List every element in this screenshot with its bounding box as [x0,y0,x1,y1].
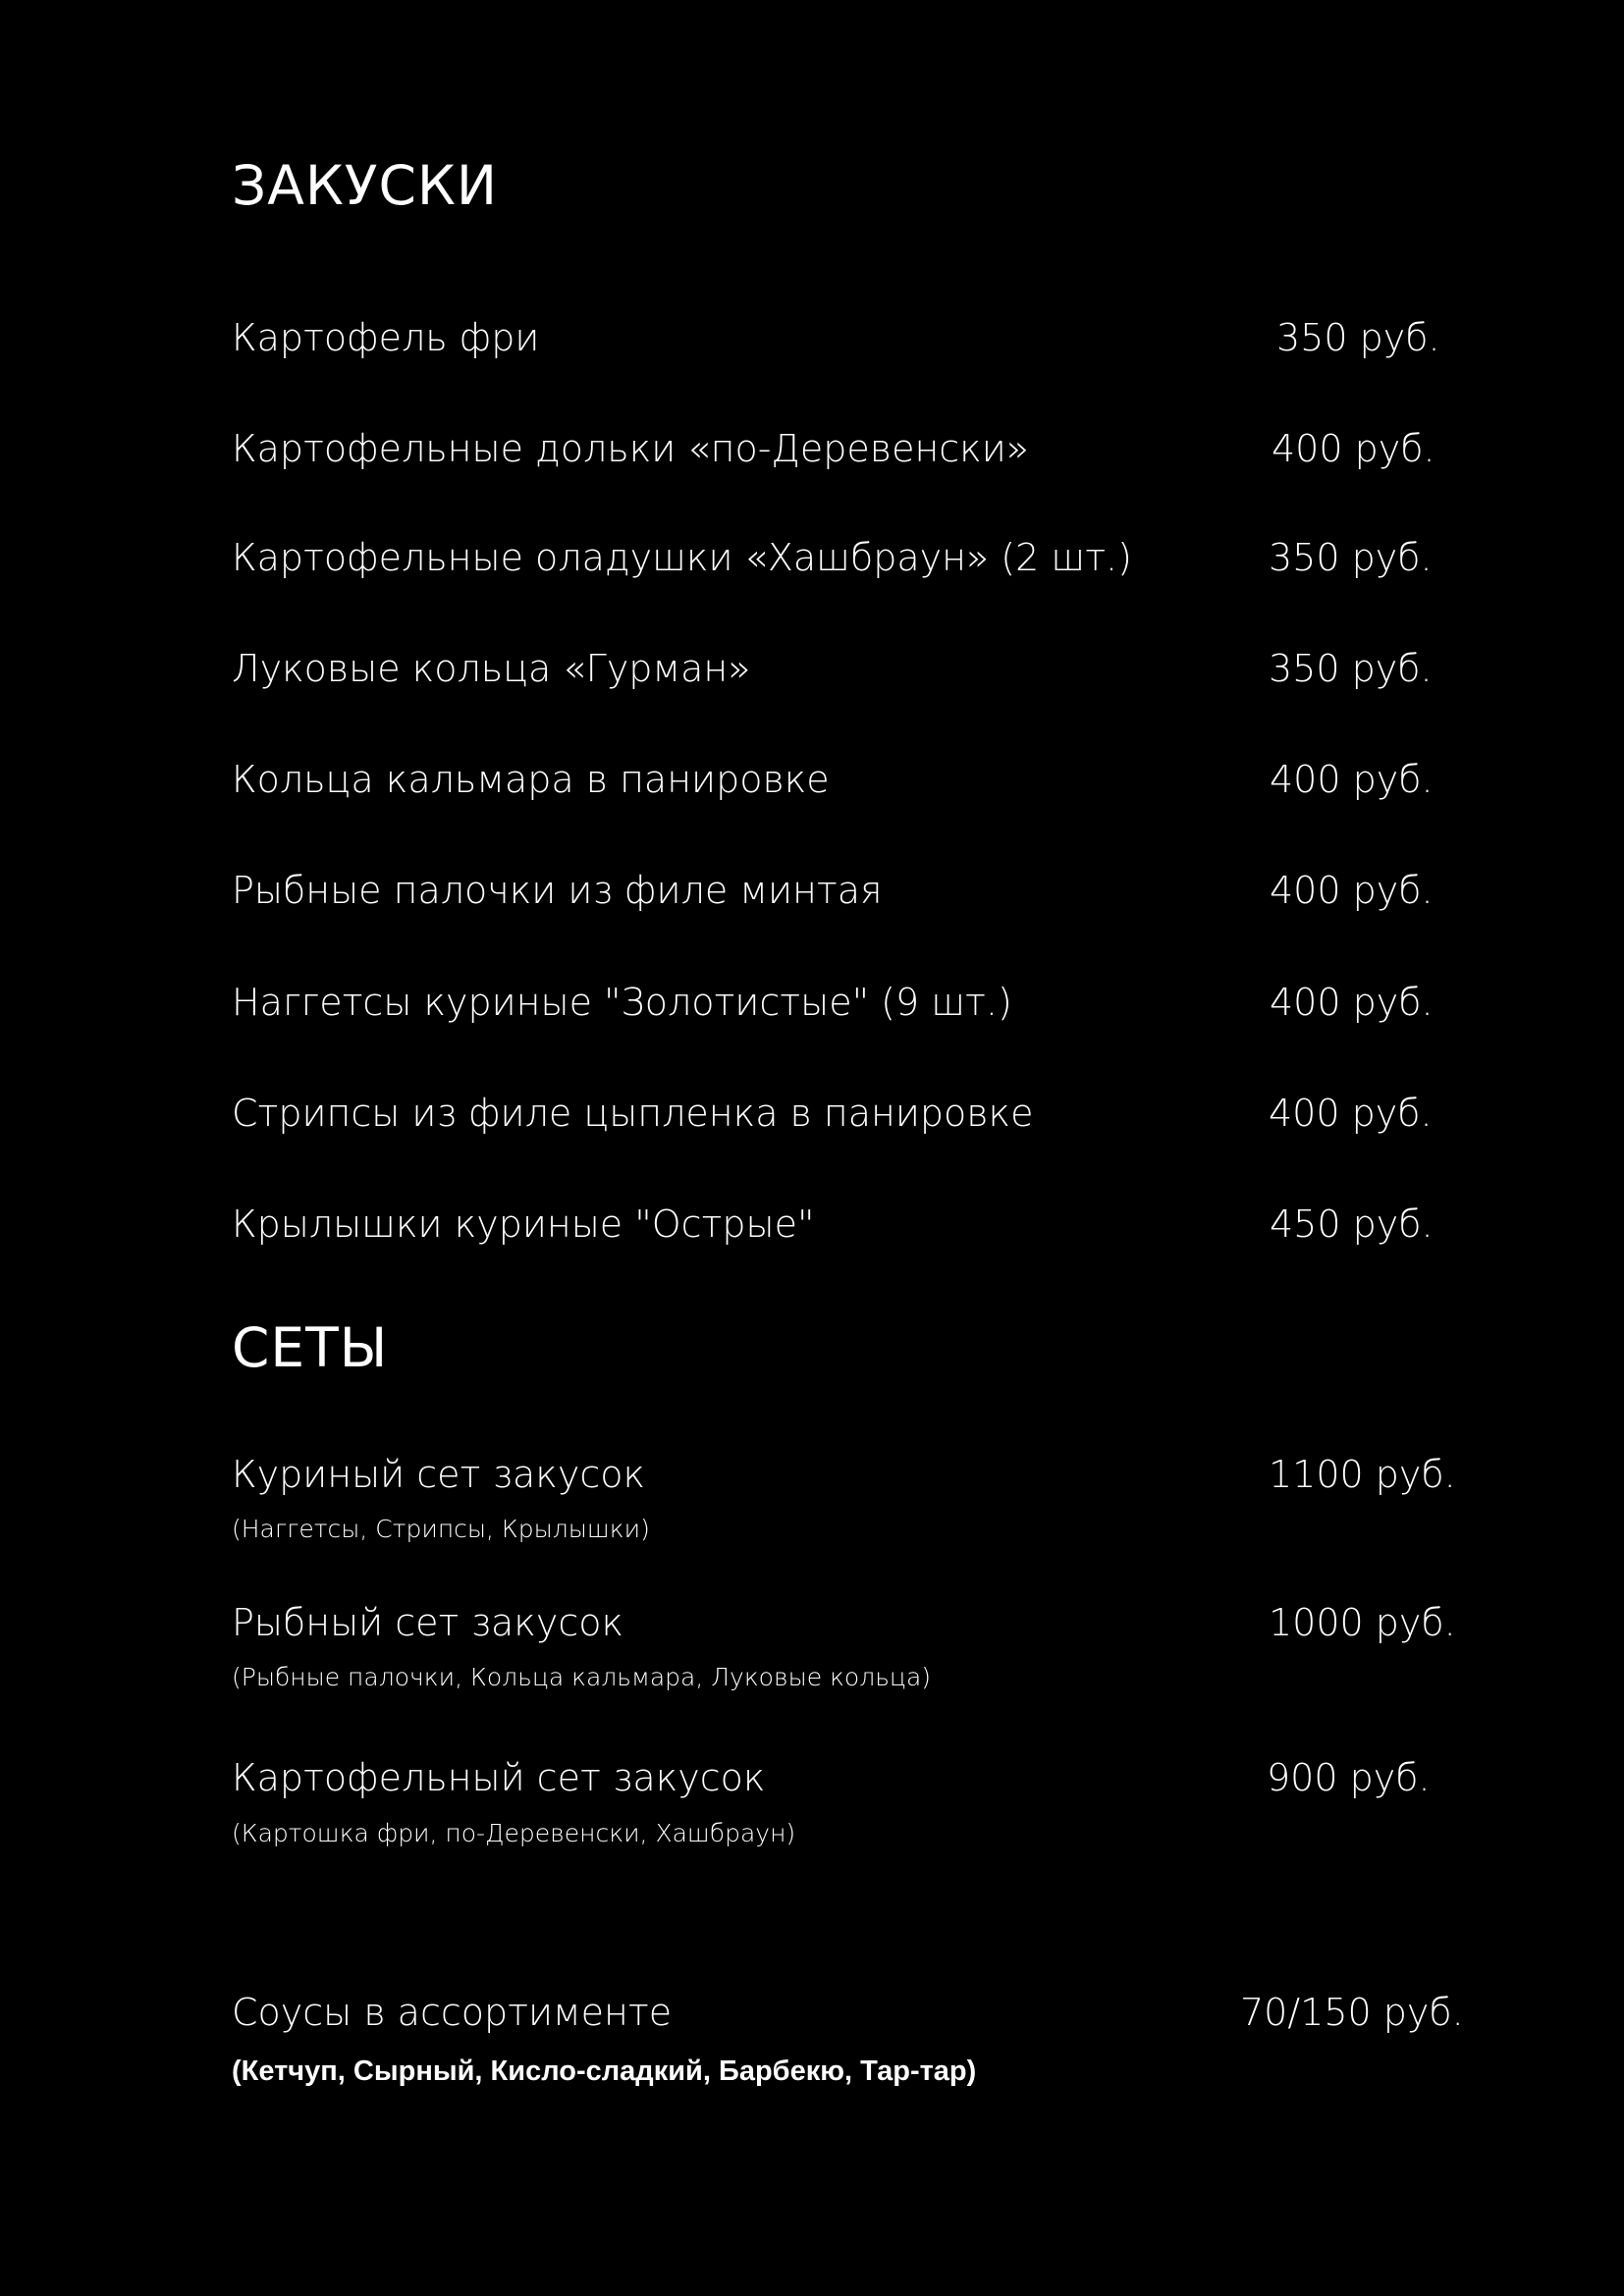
sauces-name: Соусы в ассортименте [232,1991,673,2034]
snack-item-5-name: Кольца кальмара в панировке [232,758,830,801]
set-item-1-price: 1100 руб. [1269,1453,1456,1496]
snack-item-8-price: 400 руб. [1269,1092,1433,1135]
snack-item-5-price: 400 руб. [1270,758,1434,801]
set-item-2-name: Рыбный сет закусок [232,1601,624,1644]
snack-item-1-price: 350 руб. [1276,316,1440,359]
set-item-2-price: 1000 руб. [1269,1601,1456,1644]
snack-item-6-price: 400 руб. [1270,869,1434,912]
snack-item-3-price: 350 руб. [1269,536,1433,579]
snack-item-4-price: 350 руб. [1269,647,1433,690]
snack-item-2-price: 400 руб. [1272,427,1435,470]
snack-item-1-name: Картофель фри [232,316,540,359]
sauces-description: (Кетчуп, Сырный, Кисло-сладкий, Барбекю, Тар-тар) [232,2056,977,2087]
set-item-3-description: (Картошка фри, по-Деревенски, Хашбраун) [232,1819,796,1847]
snack-item-7-price: 400 руб. [1270,981,1434,1024]
set-item-3-price: 900 руб. [1267,1756,1431,1799]
set-item-2-description: (Рыбные палочки, Кольца кальмара, Луковые кольца) [232,1663,932,1691]
snack-item-7-name: Наггетсы куриные "Золотистые" (9 шт.) [232,981,1012,1024]
sauces-price: 70/150 руб. [1240,1991,1464,2034]
snack-item-3-name: Картофельные оладушки «Хашбраун» (2 шт.) [232,536,1132,579]
snack-item-6-name: Рыбные палочки из филе минтая [232,869,883,912]
set-item-3-name: Картофельный сет закусок [232,1756,766,1799]
snack-item-8-name: Стрипсы из филе цыпленка в панировке [232,1092,1034,1135]
set-item-1-description: (Наггетсы, Стрипсы, Крылышки) [232,1515,650,1543]
sets-heading: СЕТЫ [232,1316,389,1379]
snacks-heading: ЗАКУСКИ [232,154,499,217]
snack-item-9-name: Крылышки куриные "Острые" [232,1202,815,1246]
snack-item-4-name: Луковые кольца «Гурман» [232,647,751,690]
snack-item-2-name: Картофельные дольки «по-Деревенски» [232,427,1030,470]
set-item-1-name: Куриный сет закусок [232,1453,646,1496]
snack-item-9-price: 450 руб. [1270,1202,1434,1246]
